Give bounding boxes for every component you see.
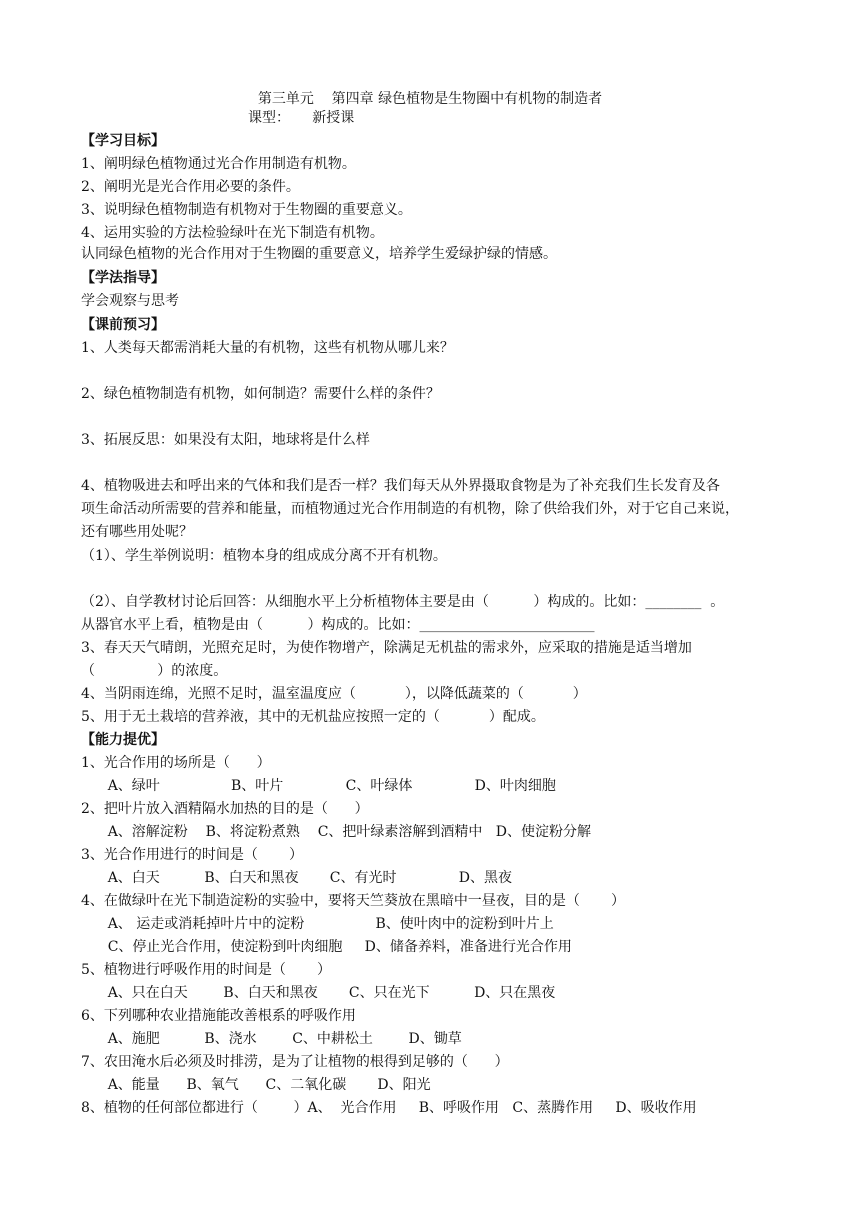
ability-heading: 【能力提优】 (81, 732, 165, 748)
ability-line: A、绿叶 B、叶片 C、叶绿体 D、叶肉细胞 (81, 778, 556, 794)
preview-question-3: 3、拓展反思：如果没有太阳，地球将是什么样 (81, 432, 370, 448)
method-text: 学会观察与思考 (81, 293, 179, 309)
objective-item: 3、说明绿色植物制造有机物对于生物圈的重要意义。 (81, 202, 412, 218)
ability-line: 8、植物的任何部位都进行（ ）A、 光合作用 B、呼吸作用 C、蒸腾作用 D、吸收作用 (81, 1100, 697, 1116)
ability-line: 2、把叶片放入酒精隔水加热的目的是（ ） (81, 801, 369, 817)
preview-heading: 【课前预习】 (81, 317, 165, 333)
preview-item-3: （ ）的浓度。 (81, 663, 228, 679)
method-heading: 【学法指导】 (81, 270, 165, 286)
ability-line: 5、植物进行呼吸作用的时间是（ ） (81, 962, 332, 978)
ability-line: A、溶解淀粉 B、将淀粉煮熟 C、把叶绿素溶解到酒精中 D、使淀粉分解 (81, 824, 591, 840)
document-title: 第三单元 第四章 绿色植物是生物圈中有机物的制造者 (257, 91, 603, 107)
ability-line: A、只在白天 B、白天和黑夜 C、只在光下 D、只在黑夜 (81, 985, 556, 1001)
ability-line: A、施肥 B、浇水 C、中耕松土 D、锄草 (81, 1031, 462, 1047)
preview-subitem-2: 从器官水平上看，植物是由（ ）构成的。比如：_________________________ (81, 617, 595, 633)
preview-question-4: 还有哪些用处呢？ (81, 524, 193, 540)
ability-line: 6、下列哪种农业措施能改善根系的呼吸作用 (81, 1008, 356, 1024)
preview-subitem-2: （2）、自学教材讨论后回答：从细胞水平上分析植物体主要是由（ ）构成的。比如：________ 。 (81, 594, 725, 610)
objective-item: 4、运用实验的方法检验绿叶在光下制造有机物。 (81, 225, 384, 241)
ability-line: A、白天 B、白天和黑夜 C、有光时 D、黑夜 (81, 870, 512, 886)
ability-line: C、停止光合作用，使淀粉到叶肉细胞 D、储备养料，准备进行光合作用 (81, 939, 572, 955)
ability-line: 3、光合作用进行的时间是（ ） (81, 847, 304, 863)
preview-item-4: 4、当阴雨连绵，光照不足时，温室温度应（ ），以降低蔬菜的（ ） (81, 686, 587, 702)
ability-line: A、 运走或消耗掉叶片中的淀粉 B、使叶肉中的淀粉到叶片上 (81, 916, 554, 932)
objective-item: 认同绿色植物的光合作用对于生物圈的重要意义，培养学生爱绿护绿的情感。 (81, 246, 557, 262)
ability-line: 4、在做绿叶在光下制造淀粉的实验中，要将天竺葵放在黑暗中一昼夜，目的是（ ） (81, 893, 626, 909)
ability-line: 7、农田淹水后必须及时排涝，是为了让植物的根得到足够的（ ） (81, 1054, 509, 1070)
preview-item-3: 3、春天天气晴朗，光照充足时，为使作物增产，除满足无机盐的需求外，应采取的措施是适当增加 (81, 640, 692, 656)
preview-question-1: 1、人类每天都需消耗大量的有机物，这些有机物从哪儿来？ (81, 340, 454, 356)
preview-item-5: 5、用于无土栽培的营养液，其中的无机盐应按照一定的（ ）配成。 (81, 709, 545, 725)
ability-line: A、能量 B、氧气 C、二氧化碳 D、阳光 (81, 1077, 431, 1093)
preview-subitem-1: （1）、学生举例说明：植物本身的组成成分离不开有机物。 (81, 548, 447, 564)
preview-question-4: 4、植物吸进去和呼出来的气体和我们是否一样？我们每天从外界摄取食物是为了补充我们生长发育及各 (81, 478, 720, 494)
preview-question-2: 2、绿色植物制造有机物，如何制造？需要什么样的条件？ (81, 386, 440, 402)
lesson-type: 课型： 新授课 (248, 110, 355, 126)
objectives-heading: 【学习目标】 (81, 133, 165, 149)
objective-item: 2、阐明光是光合作用必要的条件。 (81, 179, 300, 195)
preview-question-4: 项生命活动所需要的营养和能量，而植物通过光合作用制造的有机物，除了供给我们外，对于它自己来说， (81, 501, 739, 517)
ability-line: 1、光合作用的场所是（ ） (81, 755, 271, 771)
objective-item: 1、阐明绿色植物通过光合作用制造有机物。 (81, 156, 356, 172)
